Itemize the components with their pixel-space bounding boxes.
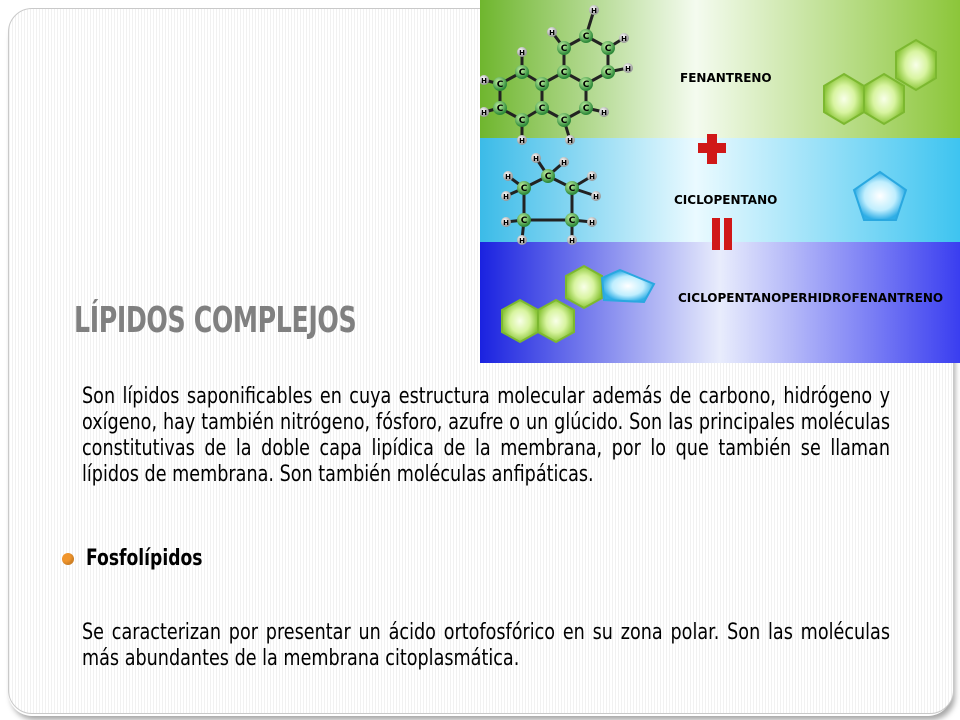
hydrogen-atom	[619, 33, 629, 43]
svg-text:H: H	[533, 155, 539, 163]
carbon-atom	[517, 213, 531, 227]
hydrogen-atom	[531, 153, 541, 163]
ciclopentanoperhidrofenantreno-label: CICLOPENTANOPERHIDROFENANTRENO	[678, 291, 944, 305]
carbon-atom	[579, 29, 593, 43]
steroid-nucleus-figure	[480, 0, 960, 363]
bullet-label: Fosfolípidos	[86, 546, 203, 571]
hydrogen-atom	[547, 27, 557, 37]
svg-text:C: C	[604, 68, 612, 78]
svg-text:C: C	[538, 80, 546, 90]
carbon-atom	[515, 65, 529, 79]
slide-title: LÍPIDOS COMPLEJOS	[74, 300, 357, 341]
hexagon-ring	[896, 40, 936, 90]
svg-text:H: H	[567, 137, 573, 145]
hydrogen-atom	[559, 157, 569, 167]
svg-text:H: H	[549, 29, 555, 37]
svg-text:H: H	[503, 193, 509, 201]
carbon-atom	[579, 101, 593, 115]
carbon-atom	[557, 65, 571, 79]
svg-text:C: C	[544, 172, 552, 182]
carbon-atom	[565, 213, 579, 227]
svg-text:C: C	[560, 116, 568, 126]
svg-text:C: C	[582, 80, 590, 90]
hydrogen-atom	[517, 135, 527, 145]
hexagon-ring	[502, 300, 538, 342]
carbon-atom	[601, 41, 615, 55]
svg-text:C: C	[560, 44, 568, 54]
intro-paragraph	[82, 384, 890, 488]
hydrogen-atom	[565, 135, 575, 145]
carbon-atom	[541, 169, 555, 183]
hydrogen-atom	[501, 217, 511, 227]
carbon-atom	[515, 113, 529, 127]
hydrogen-atom	[517, 235, 527, 245]
carbon-atom	[565, 181, 579, 195]
carbon-atom	[493, 77, 507, 91]
carbon-atom	[535, 101, 549, 115]
svg-text:C: C	[518, 116, 526, 126]
svg-text:H: H	[481, 109, 487, 117]
svg-text:H: H	[589, 219, 595, 227]
hexagon-ring	[824, 74, 864, 124]
svg-text:H: H	[505, 173, 511, 181]
svg-text:H: H	[569, 237, 575, 245]
carbon-atom	[517, 181, 531, 195]
svg-text:C: C	[538, 104, 546, 114]
hydrogen-atom	[567, 235, 577, 245]
svg-text:H: H	[503, 219, 509, 227]
svg-text:C: C	[582, 32, 590, 42]
svg-text:H: H	[481, 77, 487, 85]
svg-text:C: C	[518, 68, 526, 78]
svg-text:C: C	[520, 216, 528, 226]
svg-text:H: H	[519, 137, 525, 145]
svg-text:C: C	[520, 184, 528, 194]
fenantreno-label: FENANTRENO	[680, 71, 772, 85]
svg-text:H: H	[561, 159, 567, 167]
carbon-atom	[557, 113, 571, 127]
carbon-atom	[493, 101, 507, 115]
intro-text: Son lípidos saponificables en cuya estructura molecular además de carbono, hidrógeno y oxígeno, hay también nitrógeno, fósforo, azufre o un glúcido. Son las principales moléculas constitutivas de la doble capa lipídica de la membrana, por lo que también se llaman lípidos de membrana. Son también moléculas anfipáticas.	[82, 384, 890, 487]
svg-text:H: H	[519, 49, 525, 57]
svg-text:H: H	[621, 35, 627, 43]
hydrogen-atom	[517, 47, 527, 57]
hexagon-ring	[566, 266, 602, 308]
svg-text:H: H	[519, 237, 525, 245]
carbon-atom	[557, 41, 571, 55]
svg-text:C: C	[560, 68, 568, 78]
svg-text:C: C	[496, 80, 504, 90]
carbon-atom	[579, 77, 593, 91]
svg-text:H: H	[601, 109, 607, 117]
hydrogen-atom	[589, 5, 599, 15]
hexagon-ring	[864, 74, 904, 124]
svg-text:H: H	[589, 173, 595, 181]
bullet-item	[62, 546, 235, 571]
fosfolipidos-paragraph	[82, 620, 890, 672]
hydrogen-atom	[591, 191, 601, 201]
hydrogen-atom	[623, 63, 633, 73]
hydrogen-atom	[587, 171, 597, 181]
svg-text:H: H	[625, 65, 631, 73]
svg-text:H: H	[593, 193, 599, 201]
hydrogen-atom	[599, 107, 609, 117]
fosfolipidos-text: Se caracterizan por presentar un ácido ortofosfórico en su zona polar. Son las moléculas más abundantes de la membrana citoplasmática.	[82, 620, 890, 671]
hydrogen-atom	[587, 217, 597, 227]
svg-text:C: C	[568, 216, 576, 226]
svg-text:C: C	[568, 184, 576, 194]
svg-text:C: C	[496, 104, 504, 114]
hexagon-ring	[538, 300, 574, 342]
bullet-dot-icon	[62, 553, 74, 565]
svg-text:C: C	[582, 104, 590, 114]
svg-text:C: C	[604, 44, 612, 54]
hydrogen-atom	[501, 191, 511, 201]
svg-text:H: H	[591, 7, 597, 15]
ciclopentano-label: CICLOPENTANO	[674, 193, 778, 207]
carbon-atom	[535, 77, 549, 91]
hydrogen-atom	[503, 171, 513, 181]
carbon-atom	[601, 65, 615, 79]
